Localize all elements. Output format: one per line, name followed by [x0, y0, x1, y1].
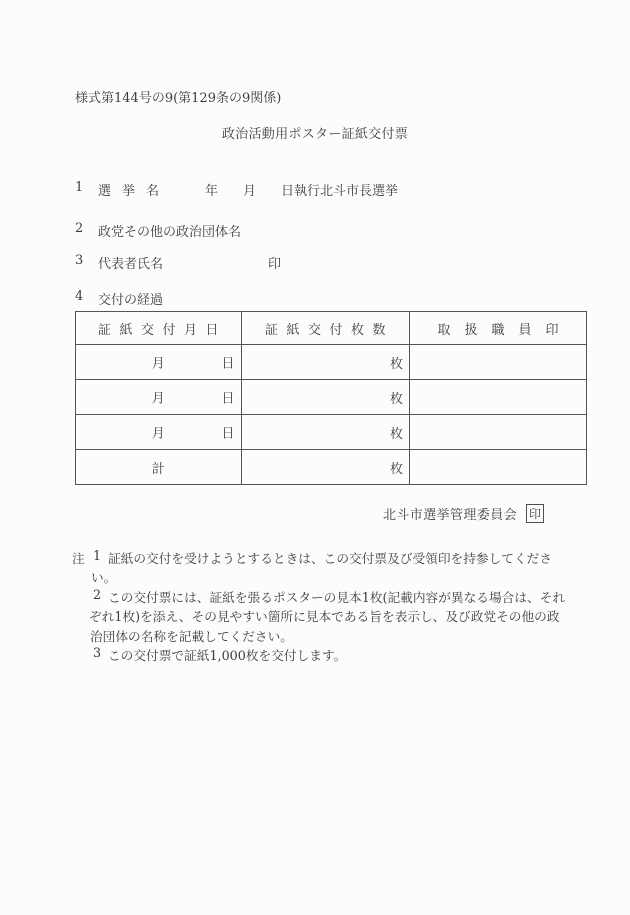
- note-line: [72, 548, 612, 564]
- note-text: この交付票で証紙1,000枚を交付します。: [108, 648, 347, 663]
- note-line: [72, 567, 612, 583]
- month-label: 月: [243, 184, 257, 199]
- month-label: 月: [151, 356, 165, 372]
- col-header-issue-count: 証紙交付枚数: [241, 312, 410, 345]
- table-header-row: [76, 312, 587, 345]
- note-line: [72, 587, 612, 603]
- issue-count-cell: 枚: [241, 345, 410, 380]
- col-header-staff-seal: 取扱職員印: [410, 312, 587, 345]
- committee-seal-box: 印: [526, 504, 544, 523]
- total-count-cell: 枚: [241, 450, 410, 485]
- staff-seal-cell: [410, 450, 587, 485]
- committee-name: 北斗市選挙管理委員会: [383, 507, 518, 523]
- issue-count-cell: 枚: [241, 415, 410, 450]
- staff-seal-cell: [410, 415, 587, 450]
- table-total-row: [76, 450, 587, 485]
- representative-seal-mark: 印: [268, 257, 282, 272]
- note-text: この交付票には、証紙を張るポスターの見本1枚(記載内容が異なる場合は、それ: [108, 590, 566, 605]
- note-text: 証紙の交付を受けようとするときは、この交付票及び受領印を持参してくださ: [108, 551, 553, 566]
- day-label: 日: [221, 391, 235, 407]
- note-text: ぞれ1枚)を添え、その見やすい箇所に見本である旨を表示し、及び政党その他の政: [89, 609, 560, 624]
- issue-date-cell: [76, 380, 242, 415]
- note-line: [72, 606, 612, 622]
- table-row: [76, 345, 587, 380]
- month-label: 月: [151, 391, 165, 407]
- issue-count-cell: 枚: [241, 380, 410, 415]
- issuance-record-label: 交付の経過: [98, 293, 164, 308]
- total-label-cell: 計: [76, 450, 242, 485]
- item-number: 4: [75, 289, 84, 304]
- day-label: 日: [221, 356, 235, 372]
- item-number: 3: [75, 253, 84, 268]
- field-party-name: [75, 221, 595, 238]
- field-representative-name: [75, 253, 595, 270]
- section-issuance-record: [75, 289, 595, 306]
- field-election-name: [75, 180, 595, 197]
- staff-seal-cell: [410, 345, 587, 380]
- execution-election-label: 日執行北斗市長選挙: [281, 184, 399, 199]
- month-label: 月: [151, 426, 165, 442]
- issue-date-cell: [76, 345, 242, 380]
- note-text: い。: [91, 570, 117, 585]
- staff-seal-cell: [410, 380, 587, 415]
- form-number: 様式第144号の9(第129条の9関係): [75, 91, 282, 106]
- table-row: [76, 380, 587, 415]
- election-name-label: 選挙名: [98, 184, 171, 199]
- representative-name-label: 代表者氏名: [98, 257, 164, 272]
- page-title: 政治活動用ポスター証紙交付票: [221, 127, 409, 142]
- note-line: [72, 626, 612, 642]
- table-row: [76, 415, 587, 450]
- note-number: 3: [93, 645, 102, 660]
- item-number: 2: [75, 221, 84, 236]
- party-name-label: 政党その他の政治団体名: [98, 225, 242, 240]
- issuance-table: [75, 311, 587, 485]
- note-line: [72, 645, 612, 661]
- signature-line: [383, 501, 544, 525]
- day-label: 日: [221, 426, 235, 442]
- note-text: 治団体の名称を記載してください。: [90, 629, 293, 644]
- note-number: 1: [93, 548, 102, 563]
- note-number: 2: [93, 587, 102, 602]
- year-label: 年: [205, 184, 219, 199]
- notes-label: 注: [72, 551, 85, 566]
- item-number: 1: [75, 180, 84, 195]
- issue-date-cell: [76, 415, 242, 450]
- col-header-issue-date: 証紙交付月日: [76, 312, 242, 345]
